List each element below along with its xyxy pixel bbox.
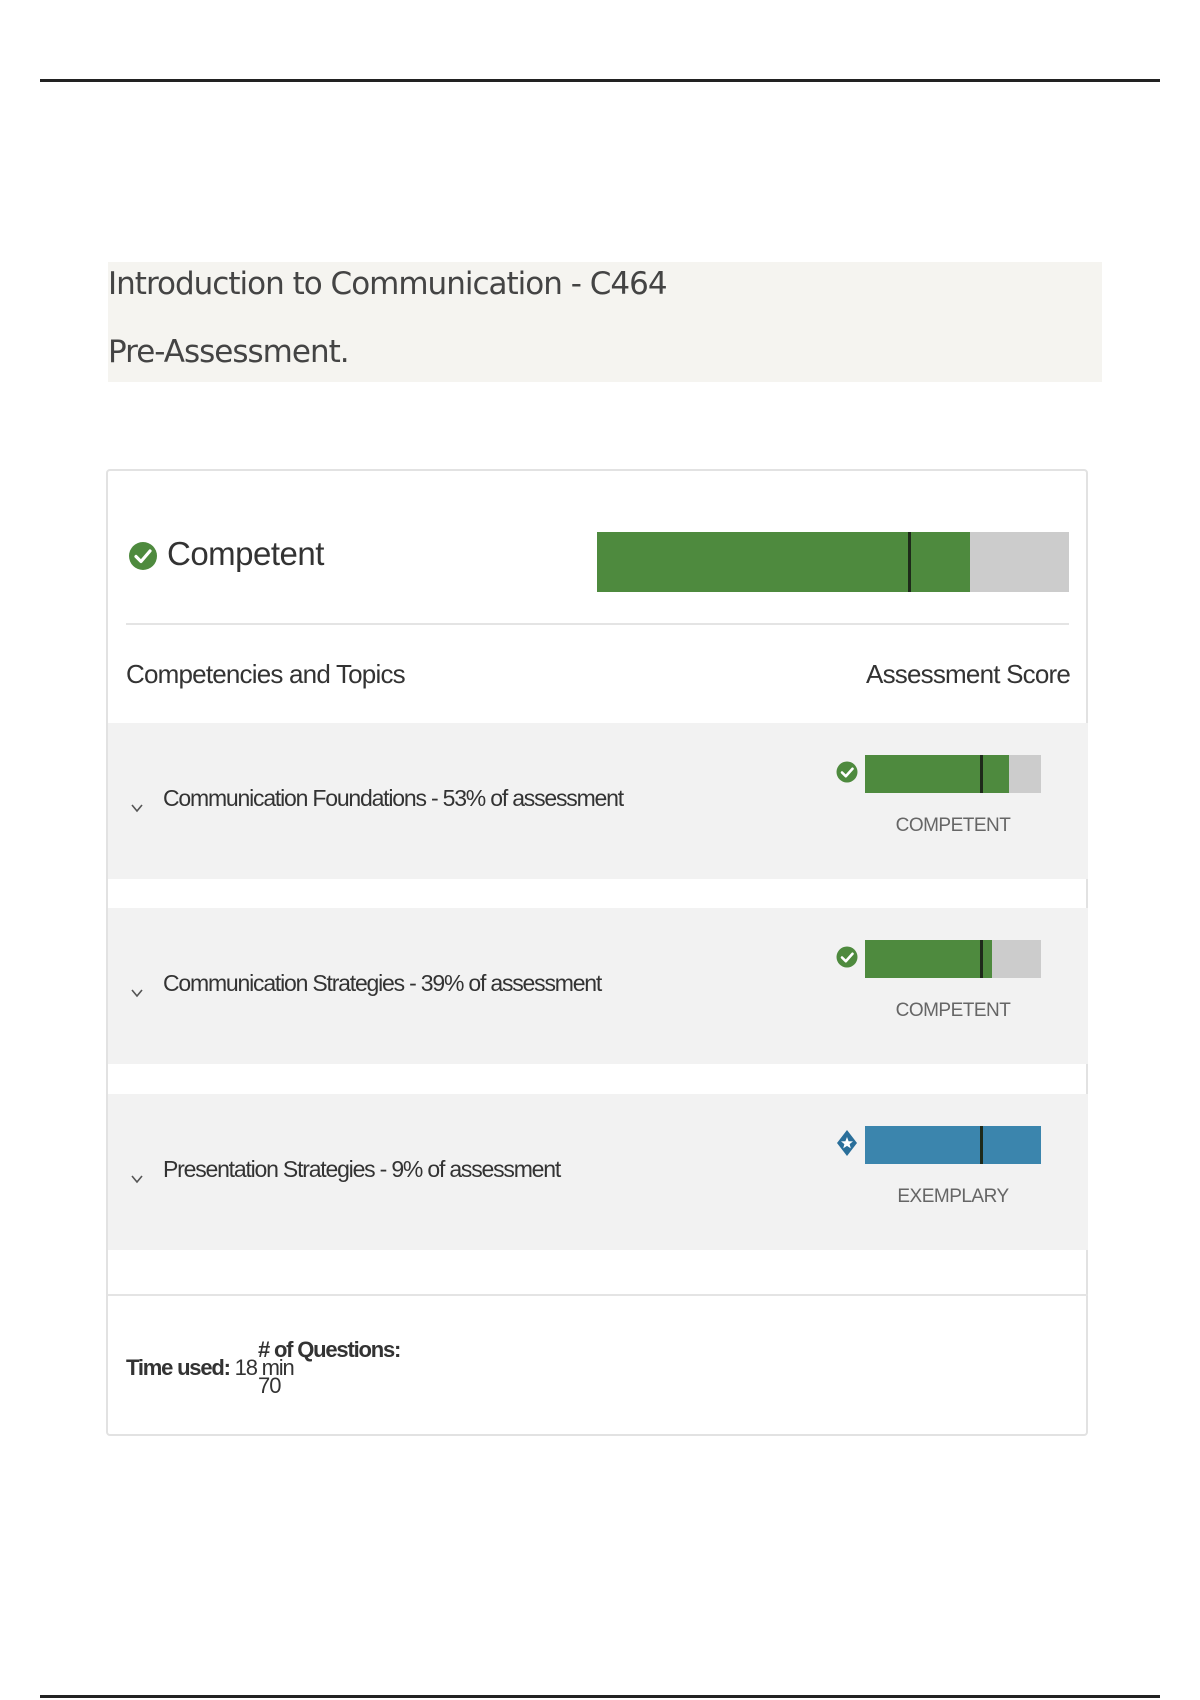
topic-row[interactable]	[108, 908, 1088, 1064]
topic-cut-marker	[980, 755, 983, 793]
chevron-down-icon[interactable]	[130, 801, 144, 815]
topic-status-text: EXEMPLARY	[897, 1186, 1009, 1207]
chevron-down-icon[interactable]	[130, 986, 144, 1000]
questions-label: # of Questions:	[258, 1337, 401, 1362]
topic-score-bar	[865, 940, 1041, 978]
check-circle-icon	[836, 755, 858, 789]
topic-score-fill	[865, 940, 992, 978]
column-header-score: Assessment Score	[866, 659, 1070, 689]
topic-status-text: COMPETENT	[895, 1000, 1011, 1021]
topic-label: Presentation Strategies - 9% of assessment	[163, 1156, 561, 1182]
course-title: Introduction to Communication - C464	[108, 266, 667, 302]
topic-score-bar	[865, 755, 1041, 793]
time-used-value: 18 min	[234, 1355, 294, 1380]
topic-row[interactable]	[108, 1094, 1088, 1250]
overall-divider	[126, 623, 1069, 625]
topic-score-fill	[865, 1126, 1041, 1164]
top-rule	[40, 79, 1160, 82]
footer-divider	[108, 1294, 1088, 1296]
bottom-rule	[40, 1695, 1160, 1698]
topic-score-fill	[865, 755, 1009, 793]
questions-value: 70	[258, 1373, 281, 1398]
topic-cut-marker	[980, 1126, 983, 1164]
overall-status-label: Competent	[167, 535, 324, 572]
check-circle-icon	[836, 940, 858, 974]
column-header-topics: Competencies and Topics	[126, 659, 405, 689]
topic-status-text: COMPETENT	[895, 815, 1011, 836]
time-used-label: Time used:	[126, 1355, 230, 1380]
overall-score-bar	[597, 532, 1069, 592]
topic-label: Communication Strategies - 39% of assessment	[163, 970, 602, 996]
chevron-down-icon[interactable]	[130, 1172, 144, 1186]
star-diamond-icon	[836, 1126, 858, 1160]
overall-cut-marker	[908, 532, 911, 592]
assessment-type: Pre-Assessment.	[108, 334, 349, 370]
topic-cut-marker	[980, 940, 983, 978]
overall-score-fill	[597, 532, 970, 592]
topic-score-bar	[865, 1126, 1041, 1164]
topic-row[interactable]	[108, 723, 1088, 879]
check-circle-icon	[128, 535, 158, 577]
topic-label: Communication Foundations - 53% of assessment	[163, 785, 623, 811]
